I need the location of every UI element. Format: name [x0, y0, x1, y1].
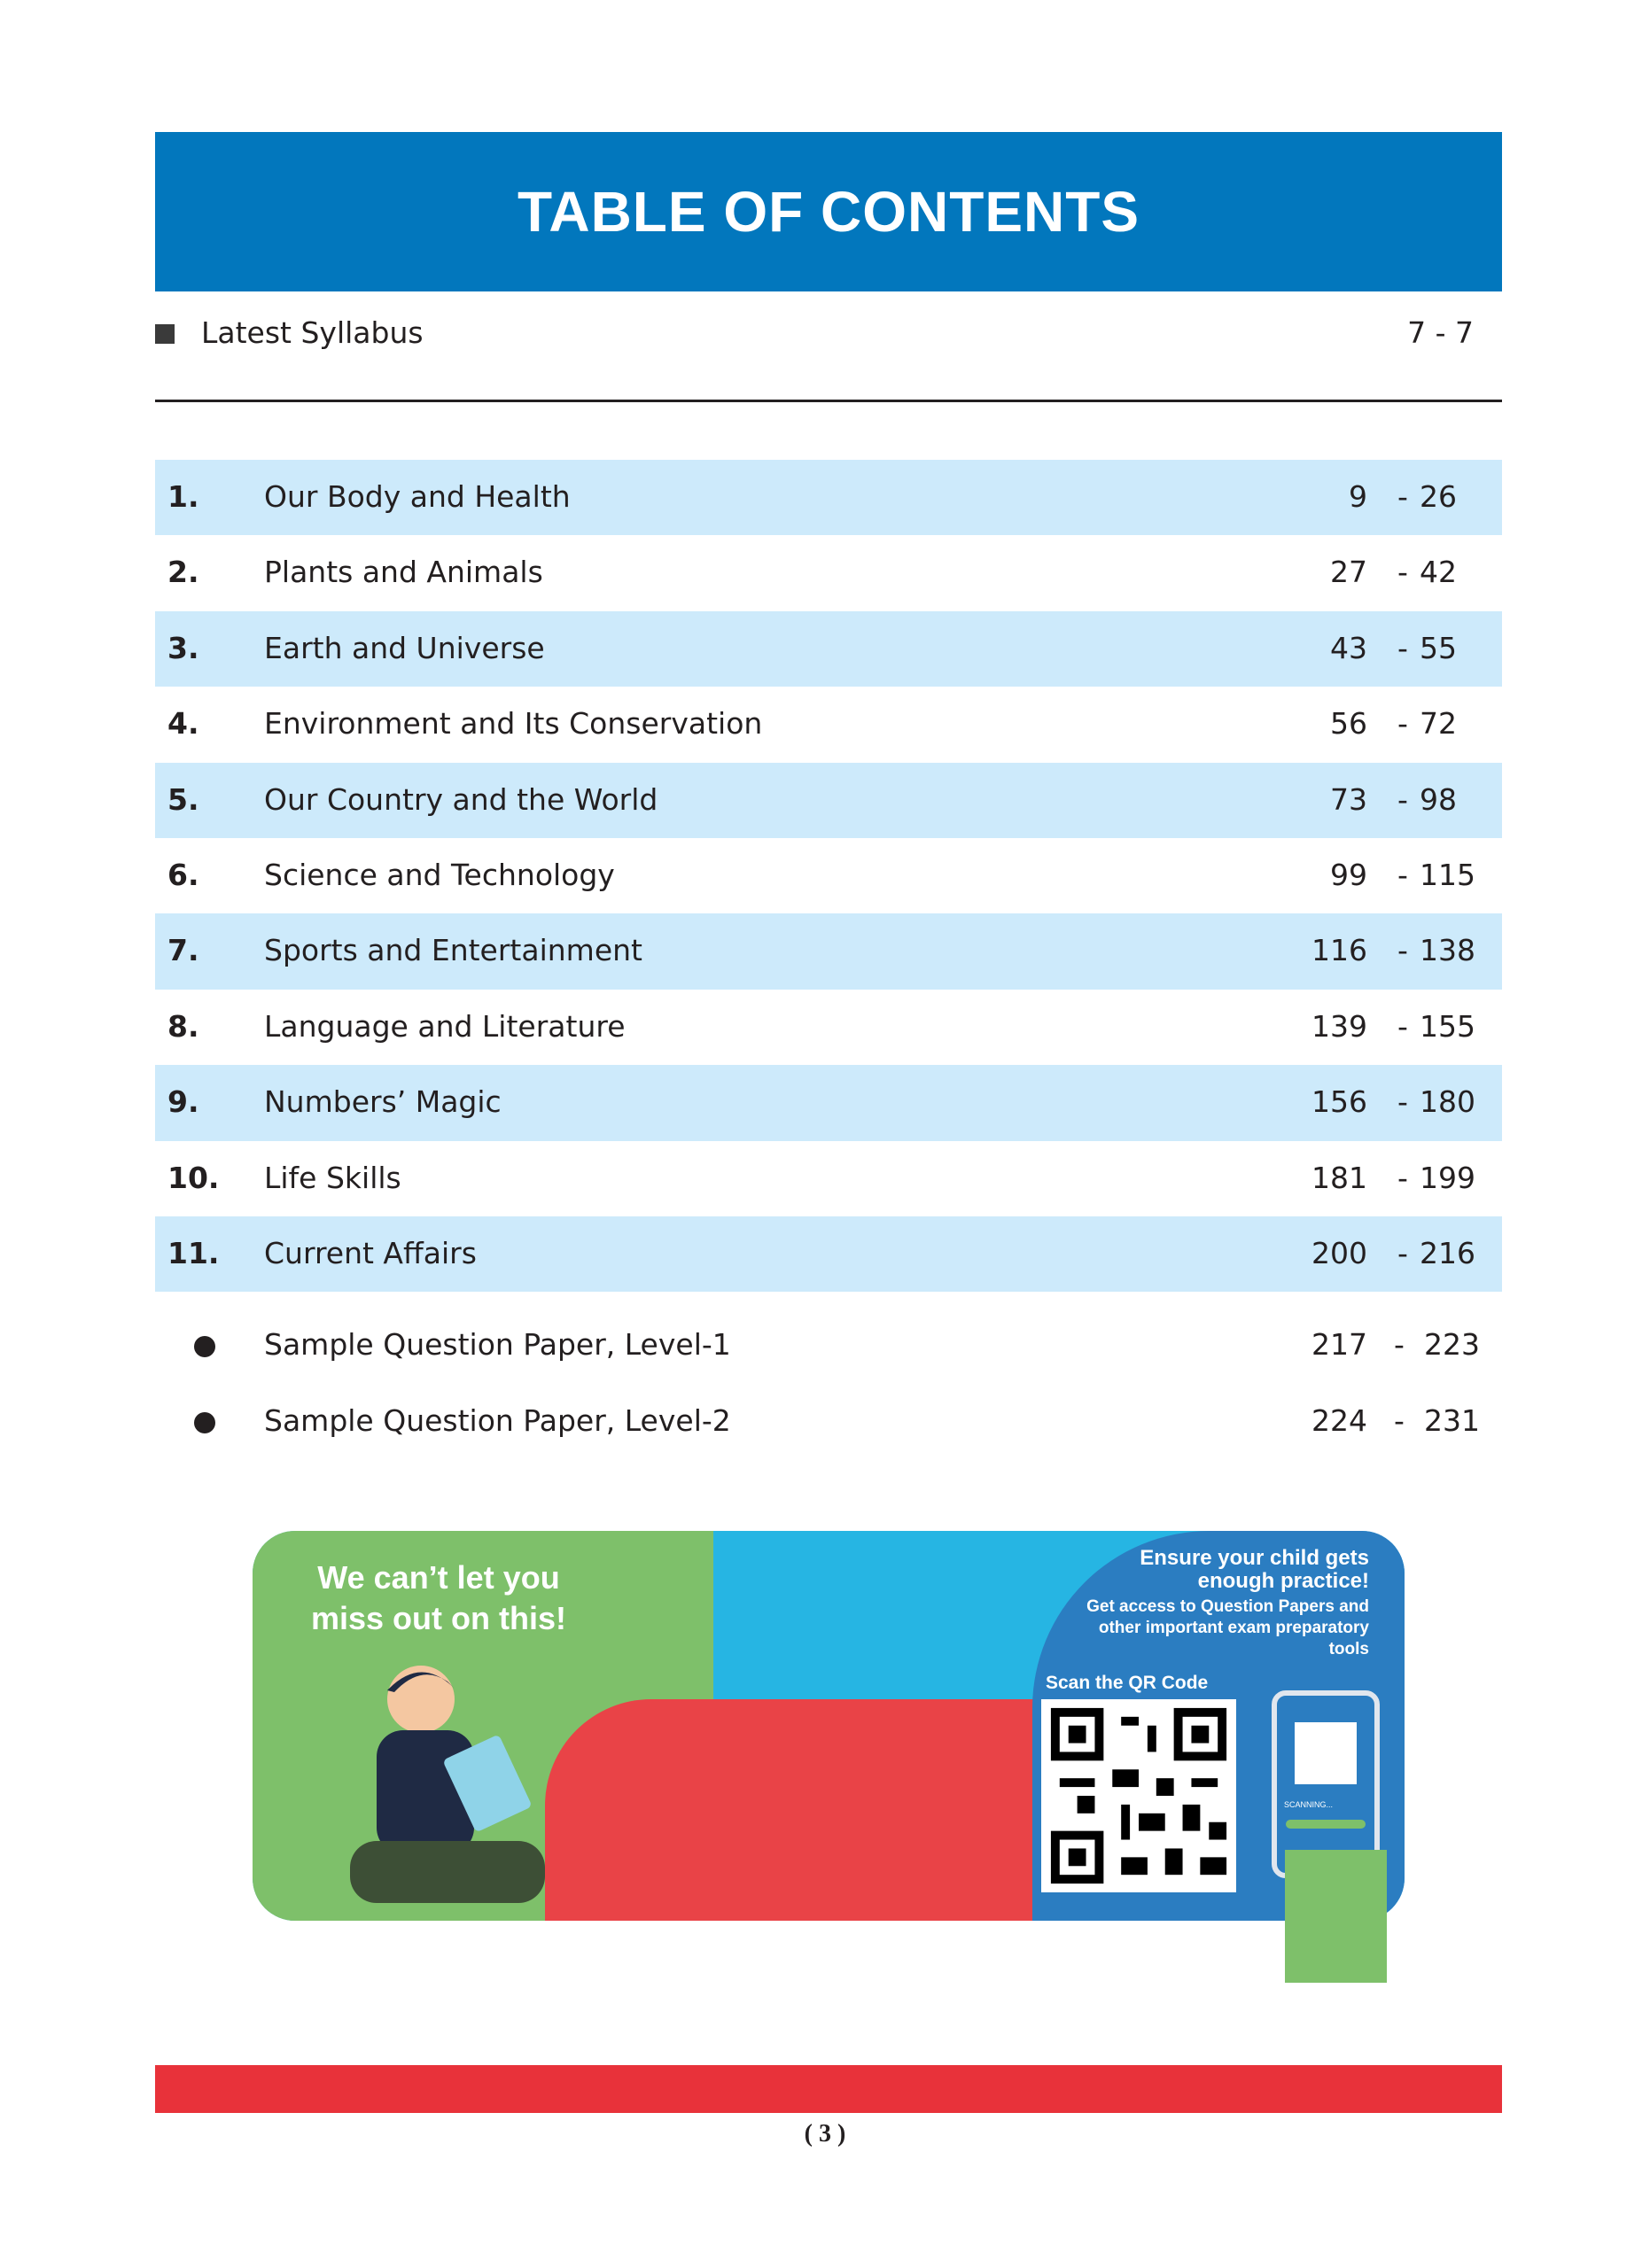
banner-right-text	[1068, 1547, 1369, 1660]
chapter-page-from: 116	[1311, 933, 1367, 968]
page-dash: -	[1397, 1160, 1408, 1195]
chapter-list	[155, 460, 1502, 1292]
chapter-title: Science and Technology	[264, 857, 615, 892]
page-dash: -	[1397, 857, 1408, 892]
chapter-number: 7.	[167, 933, 199, 968]
syllabus-pages: 7 - 7	[1407, 315, 1474, 350]
chapter-title: Earth and Universe	[264, 630, 545, 665]
extra-title: Sample Question Paper, Level-1	[264, 1327, 731, 1362]
page-dash: -	[1397, 1084, 1408, 1120]
phone-progress-bar	[1286, 1820, 1366, 1829]
chapter-page-from: 43	[1330, 630, 1367, 665]
bullet-icon	[194, 1412, 215, 1433]
chapter-number: 8.	[167, 1008, 199, 1044]
divider	[155, 400, 1502, 402]
chapter-row[interactable]	[155, 460, 1502, 535]
phone-qr	[1295, 1722, 1357, 1784]
footer-bar	[155, 2065, 1502, 2113]
page-dash: -	[1397, 706, 1408, 742]
square-bullet-icon	[155, 324, 175, 344]
chapter-row[interactable]	[155, 611, 1502, 687]
chapter-title: Environment and Its Conservation	[264, 706, 763, 742]
chapter-page-from: 27	[1330, 555, 1367, 590]
page-dash: -	[1397, 479, 1408, 514]
chapter-number: 10.	[167, 1160, 220, 1195]
page-dash: -	[1397, 781, 1408, 817]
chapter-page-from: 56	[1330, 706, 1367, 742]
chapter-number: 11.	[167, 1235, 220, 1270]
chapter-page-to: 98	[1420, 781, 1457, 817]
chapter-page-to: 155	[1420, 1008, 1475, 1044]
extra-from: 224	[1311, 1403, 1367, 1438]
bullet-icon	[194, 1336, 215, 1357]
chapter-page-to: 42	[1420, 555, 1457, 590]
page-dash: -	[1397, 630, 1408, 665]
syllabus-label: Latest Syllabus	[201, 315, 424, 350]
toc-header	[155, 132, 1502, 291]
chapter-number: 2.	[167, 555, 199, 590]
scan-label: Scan the QR Code	[1046, 1673, 1209, 1693]
banner-left-text: We can’t let you miss out on this!	[311, 1559, 566, 1636]
chapter-number: 3.	[167, 630, 199, 665]
chapter-row[interactable]	[155, 1216, 1502, 1292]
chapter-page-from: 9	[1349, 479, 1367, 514]
chapter-title: Our Country and the World	[264, 781, 658, 817]
banner-heading: Ensure your child gets enough practice!	[1140, 1546, 1369, 1593]
qr-code-icon	[1041, 1699, 1236, 1892]
chapter-page-to: 199	[1420, 1160, 1475, 1195]
chapter-row[interactable]	[155, 535, 1502, 610]
chapter-title: Sports and Entertainment	[264, 933, 642, 968]
chapter-row[interactable]	[155, 838, 1502, 913]
chapter-page-from: 181	[1311, 1160, 1367, 1195]
reading-child-illustration	[323, 1655, 589, 1921]
phone-scanning-label: SCANNING...	[1284, 1800, 1334, 1809]
chapter-number: 4.	[167, 706, 199, 742]
chapter-title: Plants and Animals	[264, 555, 543, 590]
chapter-number: 1.	[167, 479, 199, 514]
extra-to: 231	[1424, 1403, 1480, 1438]
chapter-number: 9.	[167, 1084, 199, 1120]
chapter-page-to: 180	[1420, 1084, 1475, 1120]
chapter-row[interactable]	[155, 687, 1502, 762]
page-dash: -	[1394, 1403, 1405, 1438]
list-item-sample-paper-2	[155, 1396, 1502, 1449]
chapter-title: Numbers’ Magic	[264, 1084, 502, 1120]
chapter-page-from: 200	[1311, 1235, 1367, 1270]
chapter-title: Our Body and Health	[264, 479, 571, 514]
page-dash: -	[1397, 1008, 1408, 1044]
chapter-row[interactable]	[155, 763, 1502, 838]
chapter-page-to: 216	[1420, 1235, 1475, 1270]
page-dash: -	[1394, 1327, 1405, 1362]
chapter-page-to: 115	[1420, 857, 1475, 892]
chapter-title: Current Affairs	[264, 1235, 477, 1270]
page-dash: -	[1397, 1235, 1408, 1270]
chapter-number: 5.	[167, 781, 199, 817]
extra-from: 217	[1311, 1327, 1367, 1362]
chapter-number: 6.	[167, 857, 199, 892]
chapter-page-from: 73	[1330, 781, 1367, 817]
syllabus-row	[155, 308, 1502, 361]
chapter-row[interactable]	[155, 913, 1502, 989]
chapter-row[interactable]	[155, 990, 1502, 1065]
list-item-sample-paper-1	[155, 1320, 1502, 1373]
chapter-page-from: 156	[1311, 1084, 1367, 1120]
chapter-row[interactable]	[155, 1065, 1502, 1140]
chapter-page-from: 99	[1330, 857, 1367, 892]
chapter-page-to: 26	[1420, 479, 1457, 514]
chapter-page-to: 138	[1420, 933, 1475, 968]
chapter-page-to: 72	[1420, 706, 1457, 742]
promo-banner[interactable]	[253, 1531, 1405, 1921]
page-number: ( 3 )	[804, 2120, 846, 2148]
chapter-row[interactable]	[155, 1141, 1502, 1216]
chapter-title: Life Skills	[264, 1160, 401, 1195]
banner-body: Get access to Question Papers and other important exam preparatory tools	[1086, 1597, 1369, 1658]
qr-code[interactable]	[1041, 1699, 1236, 1892]
extra-to: 223	[1424, 1327, 1480, 1362]
chapter-page-from: 139	[1311, 1008, 1367, 1044]
page-dash: -	[1397, 555, 1408, 590]
page-dash: -	[1397, 933, 1408, 968]
extra-title: Sample Question Paper, Level-2	[264, 1403, 731, 1438]
chapter-page-to: 55	[1420, 630, 1457, 665]
hand-sleeve-illustration	[1285, 1850, 1387, 1983]
chapter-title: Language and Literature	[264, 1008, 626, 1044]
page-title: TABLE OF CONTENTS	[518, 180, 1140, 244]
